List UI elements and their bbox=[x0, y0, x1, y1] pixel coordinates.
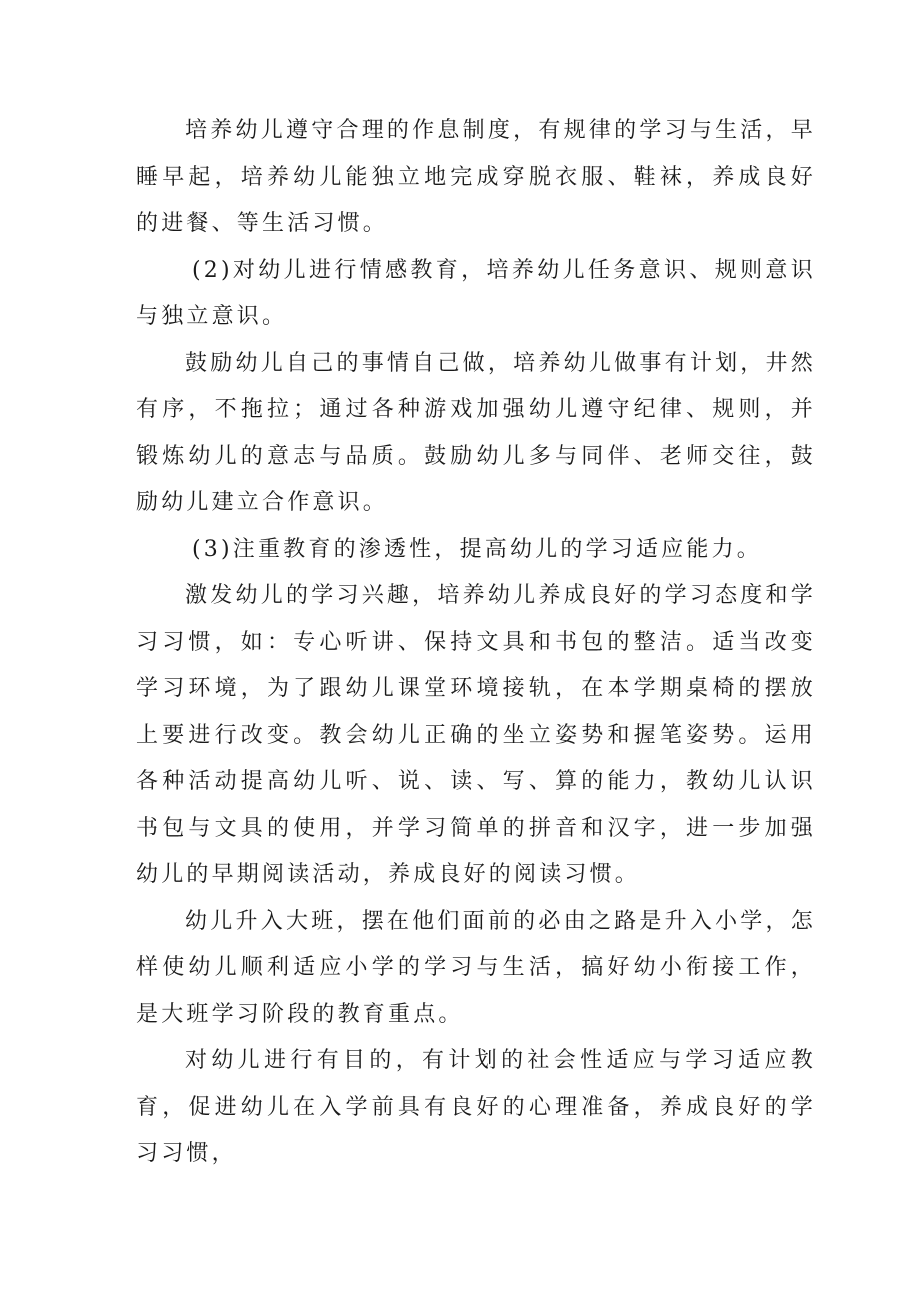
paragraph-heading-2: (2)对幼儿进行情感教育，培养幼儿任务意识、规则意识与独立意识。 bbox=[136, 257, 816, 329]
paragraph-transition: 幼儿升入大班，摆在他们面前的必由之路是升入小学，怎样使幼儿顺利适应小学的学习与生活，搞好幼小衔接工作，是大班学习阶段的教育重点。 bbox=[136, 908, 816, 1027]
paragraph-routine-habits: 培养幼儿遵守合理的作息制度，有规律的学习与生活，早睡早起，培养幼儿能独立地完成穿脱衣服、鞋袜，养成良好的进餐、等生活习惯。 bbox=[136, 118, 816, 236]
paragraph-learning-interest: 激发幼儿的学习兴趣，培养幼儿养成良好的学习态度和学习习惯，如：专心听讲、保持文具和书包的整洁。适当改变学习环境，为了跟幼儿课堂环境接轨，在本学期桌椅的摆放上要进行改变。教会幼儿正确的坐立姿势和握笔姿势。运用各种活动提高幼儿听、说、读、写、算的能力，教幼儿认识书包与文具的使用，并学习简单的拼音和汉字，进一步加强幼儿的早期阅读活动，养成良好的阅读习惯。 bbox=[136, 583, 816, 887]
paragraph-heading-3: (3)注重教育的渗透性，提高幼儿的学习适应能力。 bbox=[192, 536, 762, 562]
paragraph-purposeful-education: 对幼儿进行有目的，有计划的社会性适应与学习适应教育，促进幼儿在入学前具有良好的心理准备，养成良好的学习习惯， bbox=[136, 1048, 816, 1166]
document-body bbox=[136, 108, 816, 1178]
paragraph-independence: 鼓励幼儿自己的事情自己做，培养幼儿做事有计划，井然有序，不拖拉；通过各种游戏加强幼儿遵守纪律、规则，并锻炼幼儿的意志与品质。鼓励幼儿多与同伴、老师交往，鼓励幼儿建立合作意识。 bbox=[136, 350, 816, 515]
